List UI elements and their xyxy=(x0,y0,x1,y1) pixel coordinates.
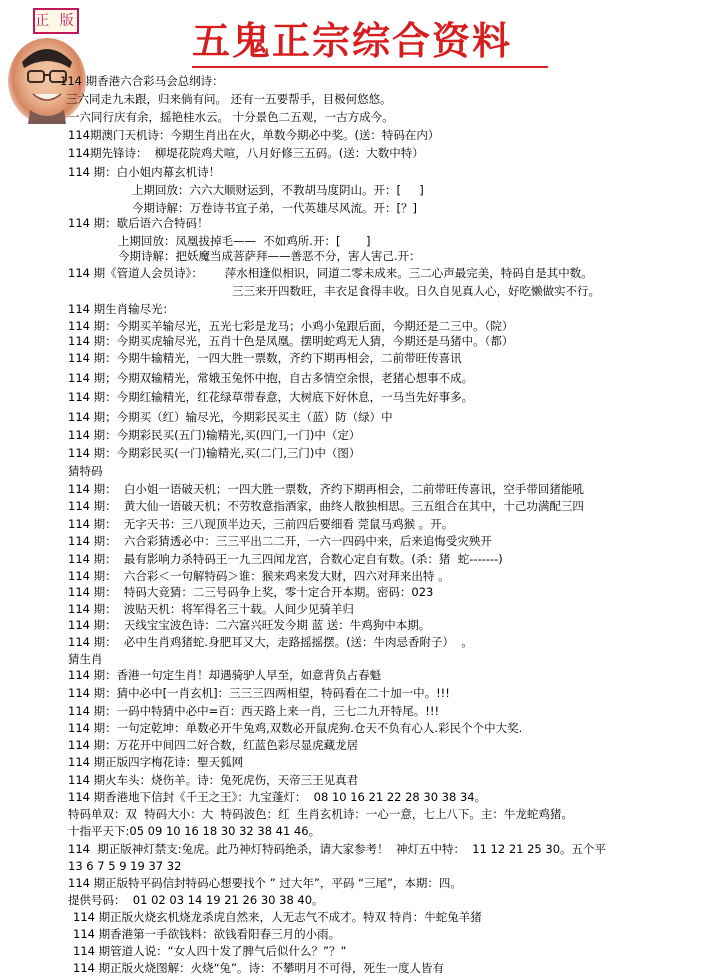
text-line: 114 期：今期彩民买(五门)输精光,买(四门,一门)中（定） xyxy=(68,428,361,442)
text-line: 114 期：今期牛输精光，一四大胜一票数，齐约下期再相会，二前带旺传喜讯 xyxy=(68,351,462,365)
text-line: 114期澳门天机诗：今期生肖出在火，单数今期必中奖。(送：特码在内） xyxy=(68,128,440,142)
text-line: 今期诗解：把妖魔当成菩萨拜——善恶不分，害人害己.开： xyxy=(118,249,421,263)
text-line: 一六同行庆有余，摇艳桂水云。 十分景色二五观，一古方成今。 xyxy=(68,110,394,124)
text-line: 114 期：香港一句定生肖！却遇骑驴人早至，如意背负占春魁 xyxy=(68,668,382,682)
text-line: 114 期：一码中特猜中必中=百：西天路上来一肖，三七二九开特尾。!!! xyxy=(68,704,440,718)
text-line: 114 期： 必中生肖鸡猪蛇.身肥耳又大，走路摇摇摆。(送：牛肉忌香附子） 。 xyxy=(68,635,473,649)
text-line: 114 期：今期红输精光，红花绿草带春意，大树底下好休息，一马当先好事多。 xyxy=(68,390,474,404)
text-line: 114 期；今期买（红）输尽光，今期彩民买主（蓝）防（绿）中 xyxy=(68,410,393,424)
text-line: 114 期：万花开中间四二好合数，红蓝色彩尽显虎藏龙居 xyxy=(68,738,359,752)
text-line: 114 期：歇后语六合特码！ xyxy=(68,216,209,230)
text-line: 114 期： 波贴天机：将军得名三十载。人间少见骑羊归 xyxy=(68,602,354,616)
text-line: 提供号码： 01 02 03 14 19 21 26 30 38 40。 xyxy=(68,893,324,907)
text-line: 上期回放：凤凰拔掉毛—— 不如鸡所.开：[ ] xyxy=(118,234,371,248)
text-line: 三六同走九未跟，归来倘有问。 还有一五要帮手，目极何悠悠。 xyxy=(66,92,392,106)
text-line: 13 6 7 5 9 19 37 32 xyxy=(68,859,182,873)
text-line: 特码单双：双 特码大小：大 特码波色：红 生肖玄机诗：一心一意，七上八下。主：牛龙蛇鸡猪。 xyxy=(68,807,573,821)
text-line: 114 期正版特平码信封特码心想要找个 ” 过大年”，平码 “三尾”，本期：四。 xyxy=(68,876,462,890)
text-line: 猜生肖 xyxy=(68,652,103,666)
text-line: 十指平天下:05 09 10 16 18 30 32 38 41 46。 xyxy=(68,824,321,838)
text-line: 三三来开四数旺，丰衣足食得丰收。日久自见真人心，好吃懒做实不行。 xyxy=(232,284,600,298)
text-line: 114 期正版四字梅花诗：聖天狐网 xyxy=(68,755,244,769)
title-underline xyxy=(192,66,548,68)
text-line: 114 期香港六合彩马会总纲诗： xyxy=(60,74,224,88)
text-line: 114 期： 六合彩猜透必中：三三平出二二开，一六一四码中来，后来追悔受灾殃开 xyxy=(68,534,492,548)
text-line: 114 期：一句定乾坤：单数必开牛兔鸡,双数必开鼠虎狗.仓天不负有心人.彩民个个中大奖. xyxy=(68,721,523,735)
text-line: 114 期： 无字天书：三八现顶半边天，三前四后要细看 莞鼠马鸡猴 。开。 xyxy=(68,517,454,531)
text-line: 114 期： 黄大仙一语破天机；不劳牧意指酒家，曲终人散独相思。三五组合在其中，十己功满配三四 xyxy=(68,499,584,513)
text-line: 114 期： 特码大竞猜：二三号码争上奖，零十定合开本期。密码：023 xyxy=(68,585,434,599)
text-line: 114 期生肖输尽光： xyxy=(68,302,175,316)
text-line: 114 期火车头：烧伤羊。诗：兔死虎伤，天帝三王见真君 xyxy=(68,773,359,787)
text-line: 114 期：猜中必中[一肖玄机]：三三三四两相望，特码看在二十加一中。!!! xyxy=(68,686,450,700)
page-title: 五鬼正宗综合资料 xyxy=(192,18,513,63)
text-line: 114 期正版火烧图解：火烧“兔”。诗：不攀明月不可得，死生一度人皆有 xyxy=(73,961,445,975)
text-line: 114 期： 六合彩＜一句解特码＞谁：猴来鸡来发大财，四六对拜来出特 。 xyxy=(68,569,450,583)
text-line: 114 期香港第一手欲钱料：欲钱看阳春三月的小雨。 xyxy=(73,927,341,941)
text-line: 114 期正版火烧玄机烧龙杀虎自然来，人无志气不成才。特双 特肖：牛蛇兔羊猪 xyxy=(73,910,482,924)
text-line: 114 期：今期买虎输尽光，五肖十色是凤凰。摆明蛇鸡无人猜，今期还是马猪中。（都） xyxy=(68,334,514,348)
text-line: 猜特码 xyxy=(68,464,103,478)
text-line: 114 期：今期彩民买(一门)输精光,买(二门,三门)中（图） xyxy=(68,446,361,460)
authentic-badge: 正 版 xyxy=(33,8,79,34)
text-line: 114 期《管道人会员诗》： 萍水相逢似相识，同道二零未成来。三二心声最完美，特码自是其中数。 xyxy=(68,266,593,280)
text-line: 114 期： 最有影响力杀特码王一九三四闻龙宫，合数心定自有数。(杀：猪 蛇-------) xyxy=(68,552,503,566)
text-line: 114 期： 白小姐一语破天机；一四大胜一票数，齐约下期再相会，二前带旺传喜讯，空手带回猪能吼 xyxy=(68,482,584,496)
text-line: 114 期正版神灯禁支:兔虎。此乃神灯特码绝杀，请大家参考！ 神灯五中特： 11 12 21 25 30。五个平 xyxy=(68,842,607,856)
text-line: 114 期香港地下信封《千王之王》：九宝蓬灯： 08 10 16 21 22 28 30 38 34。 xyxy=(68,790,487,804)
text-line: 114 期：今期买羊输尽光，五光七彩是龙马；小鸡小兔跟后面，今期还是二三中。（院） xyxy=(68,319,514,333)
text-line: 114 期；今期双输精光，常娥玉兔怀中抱，自古多情空余恨，老猪心想事不成。 xyxy=(68,371,474,385)
text-line: 114 期：白小姐内幕玄机诗！ xyxy=(68,165,221,179)
text-line: 114 期： 天线宝宝波色诗：二六富兴旺发今期 蓝 送：牛鸡狗中本期。 xyxy=(68,618,431,632)
text-line: 今期诗解：万卷诗书宜子弟，一代英雄尽风流。开：[？] xyxy=(132,201,417,215)
text-line: 上期回放：六六大顺财运到，不教胡马度阴山。开：[ ] xyxy=(132,183,424,197)
text-line: 114 期管道人说：“女人四十发了脾气后似什么？”？” xyxy=(73,944,347,958)
text-line: 114期先锋诗： 柳堤花院鸡犬喧，八月好修三五码。(送：大数中特） xyxy=(68,146,424,160)
